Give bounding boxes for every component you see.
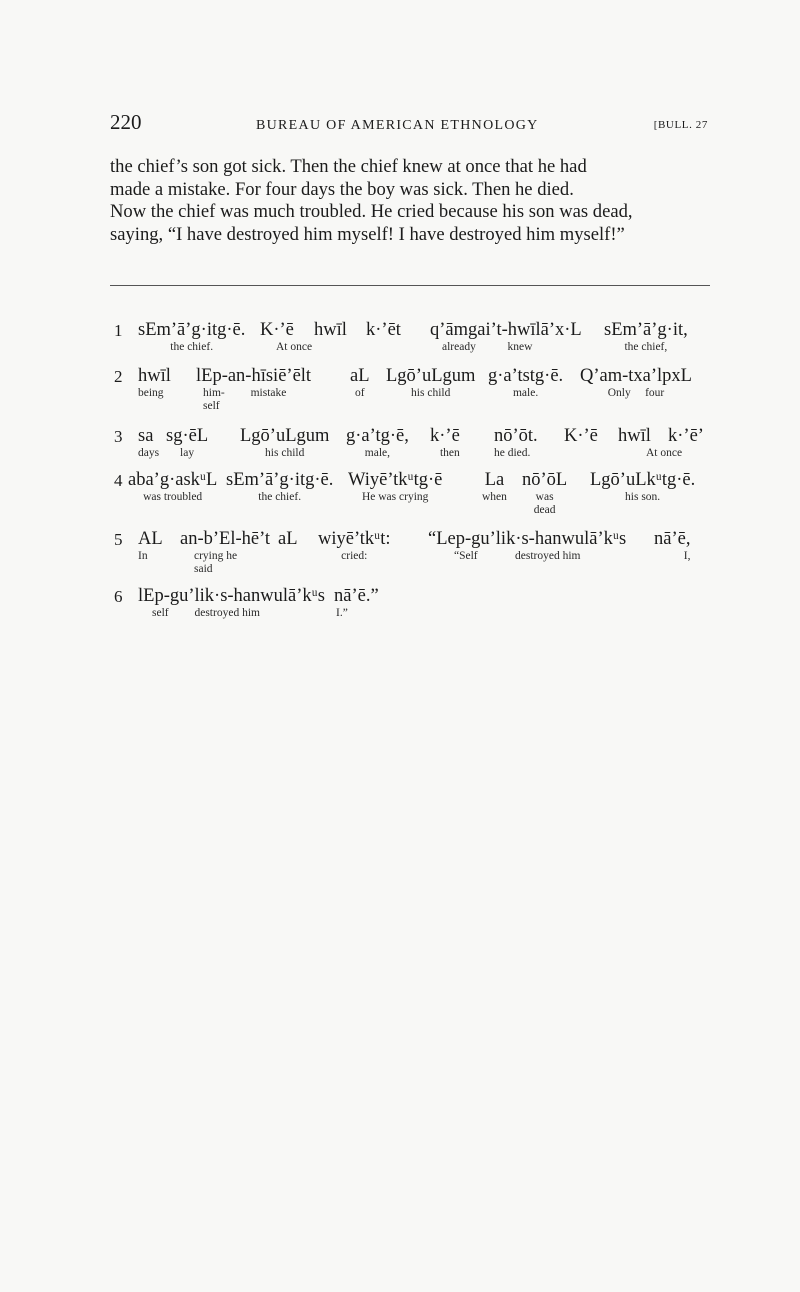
native-word: La: [484, 470, 505, 490]
native-word: sa: [138, 426, 154, 446]
gloss-word: [522, 470, 567, 517]
gloss-word: [350, 366, 370, 400]
native-word: aba’g·askᵘL: [128, 470, 218, 490]
gloss-word: [346, 426, 409, 460]
line-number: 2: [114, 367, 123, 386]
gloss-word: [138, 426, 159, 460]
native-word: K·’ē: [564, 426, 598, 446]
gloss-word: [278, 529, 298, 549]
english-gloss: At once: [646, 447, 683, 459]
gloss-word: [564, 426, 598, 446]
gloss-word: [318, 529, 391, 563]
english-gloss: when: [482, 491, 507, 503]
native-word: Lgō’uLgum: [240, 426, 330, 446]
english-gloss: the chief.: [258, 491, 302, 503]
gloss-word: [138, 366, 171, 400]
line-number: 4: [114, 471, 123, 490]
english-gloss: his son.: [625, 491, 661, 503]
gloss-word: [604, 320, 688, 354]
native-word: nō’ōt.: [494, 426, 538, 446]
gloss-word: [430, 320, 582, 354]
gloss-word: [488, 366, 563, 400]
english-gloss: him- mistake: [203, 387, 287, 399]
native-word: Q’am-txa’lpxL: [580, 366, 692, 386]
gloss-word: [482, 470, 507, 504]
english-gloss: He was crying: [361, 491, 429, 503]
gloss-word: [428, 529, 626, 563]
native-word: sEm’ā’g·itg·ē.: [138, 320, 246, 340]
native-word: k·’ē: [430, 426, 460, 446]
gloss-word: [386, 366, 475, 400]
gloss-word: [430, 426, 460, 460]
native-word: an-b’El-hē’t: [180, 529, 271, 549]
native-word: aL: [350, 366, 370, 386]
line-number: 3: [114, 427, 123, 446]
english-gloss: days: [138, 447, 160, 459]
narrative-line: saying, “I have destroyed him myself! I have destroyed him myself!”: [110, 223, 625, 245]
english-gloss: male,: [364, 447, 391, 459]
page-number: 220: [110, 110, 142, 134]
native-word: sg·ēL: [166, 426, 209, 446]
native-word: k·’ē’: [668, 426, 704, 446]
gloss-word: [180, 529, 270, 576]
line-number: 5: [114, 530, 123, 549]
english-gloss: Only four: [607, 387, 665, 399]
native-word: AL: [138, 529, 163, 549]
english-gloss: lay: [180, 447, 195, 459]
english-gloss: I,: [683, 550, 691, 562]
english-gloss-continued: said: [194, 563, 213, 575]
gloss-word: [590, 470, 695, 504]
native-word: lEp-gu’lik·s-hanwulā’kᵘs: [138, 586, 325, 606]
native-word: q’āmgai’t-hwīlā’x·L: [430, 320, 582, 340]
gloss-word: [348, 470, 442, 504]
native-word: g·a’tg·ē,: [346, 426, 409, 446]
english-gloss: was troubled: [143, 491, 203, 503]
native-word: Lgō’uLkᵘtg·ē.: [590, 470, 696, 490]
english-gloss-continued: self: [203, 400, 220, 412]
native-word: Lgō’uLgum: [386, 366, 476, 386]
english-gloss: the chief.: [170, 341, 214, 353]
running-title: BUREAU OF AMERICAN ETHNOLOGY: [256, 118, 539, 133]
narrative-line: made a mistake. For four days the boy was sick. Then he died.: [110, 178, 574, 200]
english-gloss: crying he: [194, 550, 238, 562]
english-gloss: being: [138, 387, 164, 399]
native-word: nō’ōL: [522, 470, 568, 490]
gloss-word: [138, 529, 163, 563]
english-gloss: “Self destroyed him: [454, 550, 581, 562]
english-gloss: then: [439, 447, 460, 459]
english-gloss: cried:: [341, 550, 368, 562]
english-gloss: I.”: [336, 607, 348, 619]
gloss-word: [366, 320, 401, 340]
english-gloss: the chief,: [624, 341, 668, 353]
native-word: Wiyē’tkᵘtg·ē: [348, 470, 443, 490]
gloss-word: [240, 426, 329, 460]
native-word: lEp-an-hīsiē’ēlt: [196, 366, 312, 386]
line-number: 6: [114, 587, 123, 606]
native-word: “Lep-gu’lik·s-hanwulā’kᵘs: [428, 529, 627, 549]
english-gloss: he died.: [494, 447, 531, 459]
english-gloss: In: [138, 550, 148, 562]
gloss-word: [196, 366, 311, 413]
english-gloss: male.: [512, 387, 539, 399]
english-gloss: of: [354, 387, 365, 399]
gloss-word: [166, 426, 208, 460]
native-word: nā’ē.”: [334, 586, 379, 606]
native-word: sEm’ā’g·it,: [604, 320, 688, 340]
gloss-word: [334, 586, 379, 620]
english-gloss: his child: [411, 387, 451, 399]
bulletin-reference: [BULL. 27: [653, 119, 708, 131]
native-word: hwīl: [618, 426, 651, 446]
narrative-line: the chief’s son got sick. Then the chief knew at once that he had: [110, 156, 587, 177]
english-gloss-continued: dead: [533, 504, 556, 516]
native-word: hwīl: [138, 366, 171, 386]
gloss-word: [138, 320, 245, 354]
english-gloss: was: [535, 491, 554, 503]
native-word: k·’ēt: [366, 320, 401, 340]
line-number: 1: [114, 321, 123, 340]
native-word: K·’ē: [260, 320, 294, 340]
native-word: wiyē’tkᵘt:: [318, 529, 391, 549]
gloss-word: [138, 586, 325, 620]
gloss-word: [580, 366, 692, 400]
native-word: hwīl: [314, 320, 347, 340]
native-word: g·a’tstg·ē.: [488, 366, 564, 386]
narrative-line: Now the chief was much troubled. He cried because his son was dead,: [110, 201, 633, 222]
gloss-word: [128, 470, 217, 504]
gloss-word: [668, 426, 704, 446]
english-gloss: already knew: [442, 341, 533, 353]
native-word: aL: [278, 529, 298, 549]
gloss-word: [260, 320, 294, 340]
english-gloss: self destroyed him: [152, 607, 260, 619]
native-word: nā’ē,: [654, 529, 691, 549]
gloss-word: [654, 529, 690, 563]
english-gloss: At once: [276, 341, 313, 353]
gloss-word: [226, 470, 333, 504]
native-word: sEm’ā’g·itg·ē.: [226, 470, 334, 490]
english-gloss: his child: [265, 447, 305, 459]
gloss-word: [494, 426, 538, 460]
